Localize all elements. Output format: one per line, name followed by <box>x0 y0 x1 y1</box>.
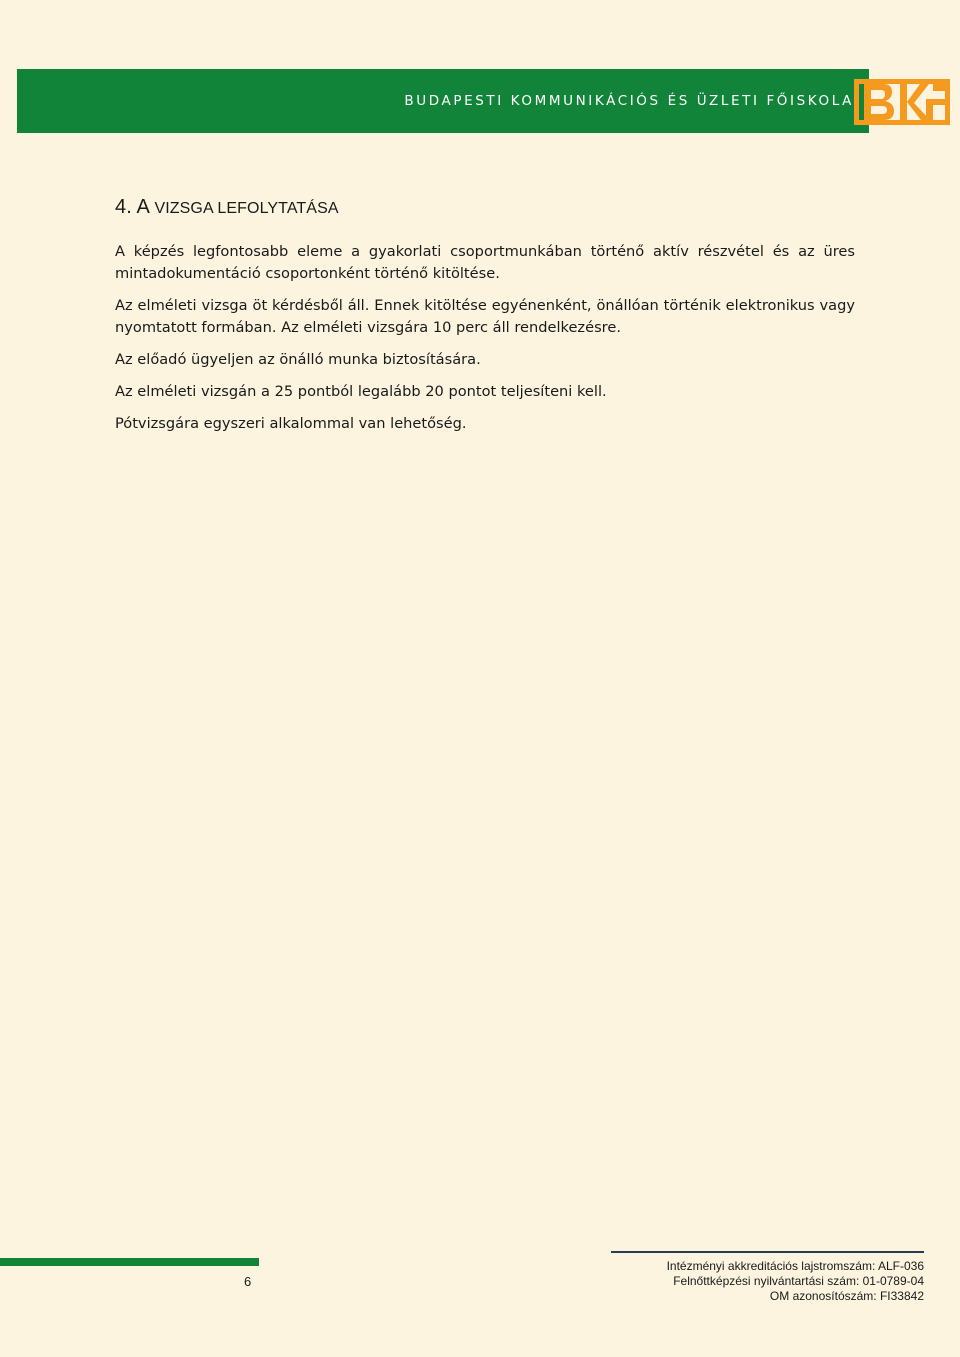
header-band <box>17 69 869 133</box>
footer-accent-bar <box>0 1258 259 1266</box>
footer-divider <box>611 1251 924 1253</box>
bkf-logo-mark <box>854 79 950 125</box>
footer-info <box>667 1259 924 1304</box>
paragraph-retake: Pótvizsgára egyszeri alkalommal van lehetőség. <box>115 415 467 432</box>
registry-number: Felnőttképzési nyilvántartási szám: 01-0789-04 <box>673 1274 924 1288</box>
section-initial: A <box>136 196 150 218</box>
page-number: 6 <box>244 1274 252 1289</box>
section-heading <box>115 196 855 219</box>
paragraph-pass-threshold: Az elméleti vizsgán a 25 pontból legalább 20 pontot teljesíteni kell. <box>115 383 607 400</box>
paragraph-theory-exam: Az elméleti vizsga öt kérdésből áll. Ennek kitöltése egyénenként, önállóan történik elektronikus vagy nyomtatott formában. Az elméleti vizsgára 10 perc áll rendelkezésre. <box>115 297 855 336</box>
main-content <box>115 196 855 445</box>
paragraph-intro: A képzés legfontosabb eleme a gyakorlati csoportmunkában történő aktív részvétel és az üres mintadokumentáció csoportonként történő kitöltése. <box>115 243 855 282</box>
om-identifier: OM azonosítószám: FI33842 <box>769 1289 924 1303</box>
section-number: 4. <box>115 196 132 218</box>
bkf-logo <box>852 77 952 127</box>
institution-name: BUDAPESTI KOMMUNIKÁCIÓS ÉS ÜZLETI FŐISKOLA <box>404 93 854 109</box>
accreditation-number: Intézményi akkreditációs lajstromszám: ALF-036 <box>666 1259 924 1273</box>
section-title: VIZSGA LEFOLYTATÁSA <box>154 200 339 217</box>
paragraph-supervision: Az előadó ügyeljen az önálló munka biztosítására. <box>115 351 481 368</box>
